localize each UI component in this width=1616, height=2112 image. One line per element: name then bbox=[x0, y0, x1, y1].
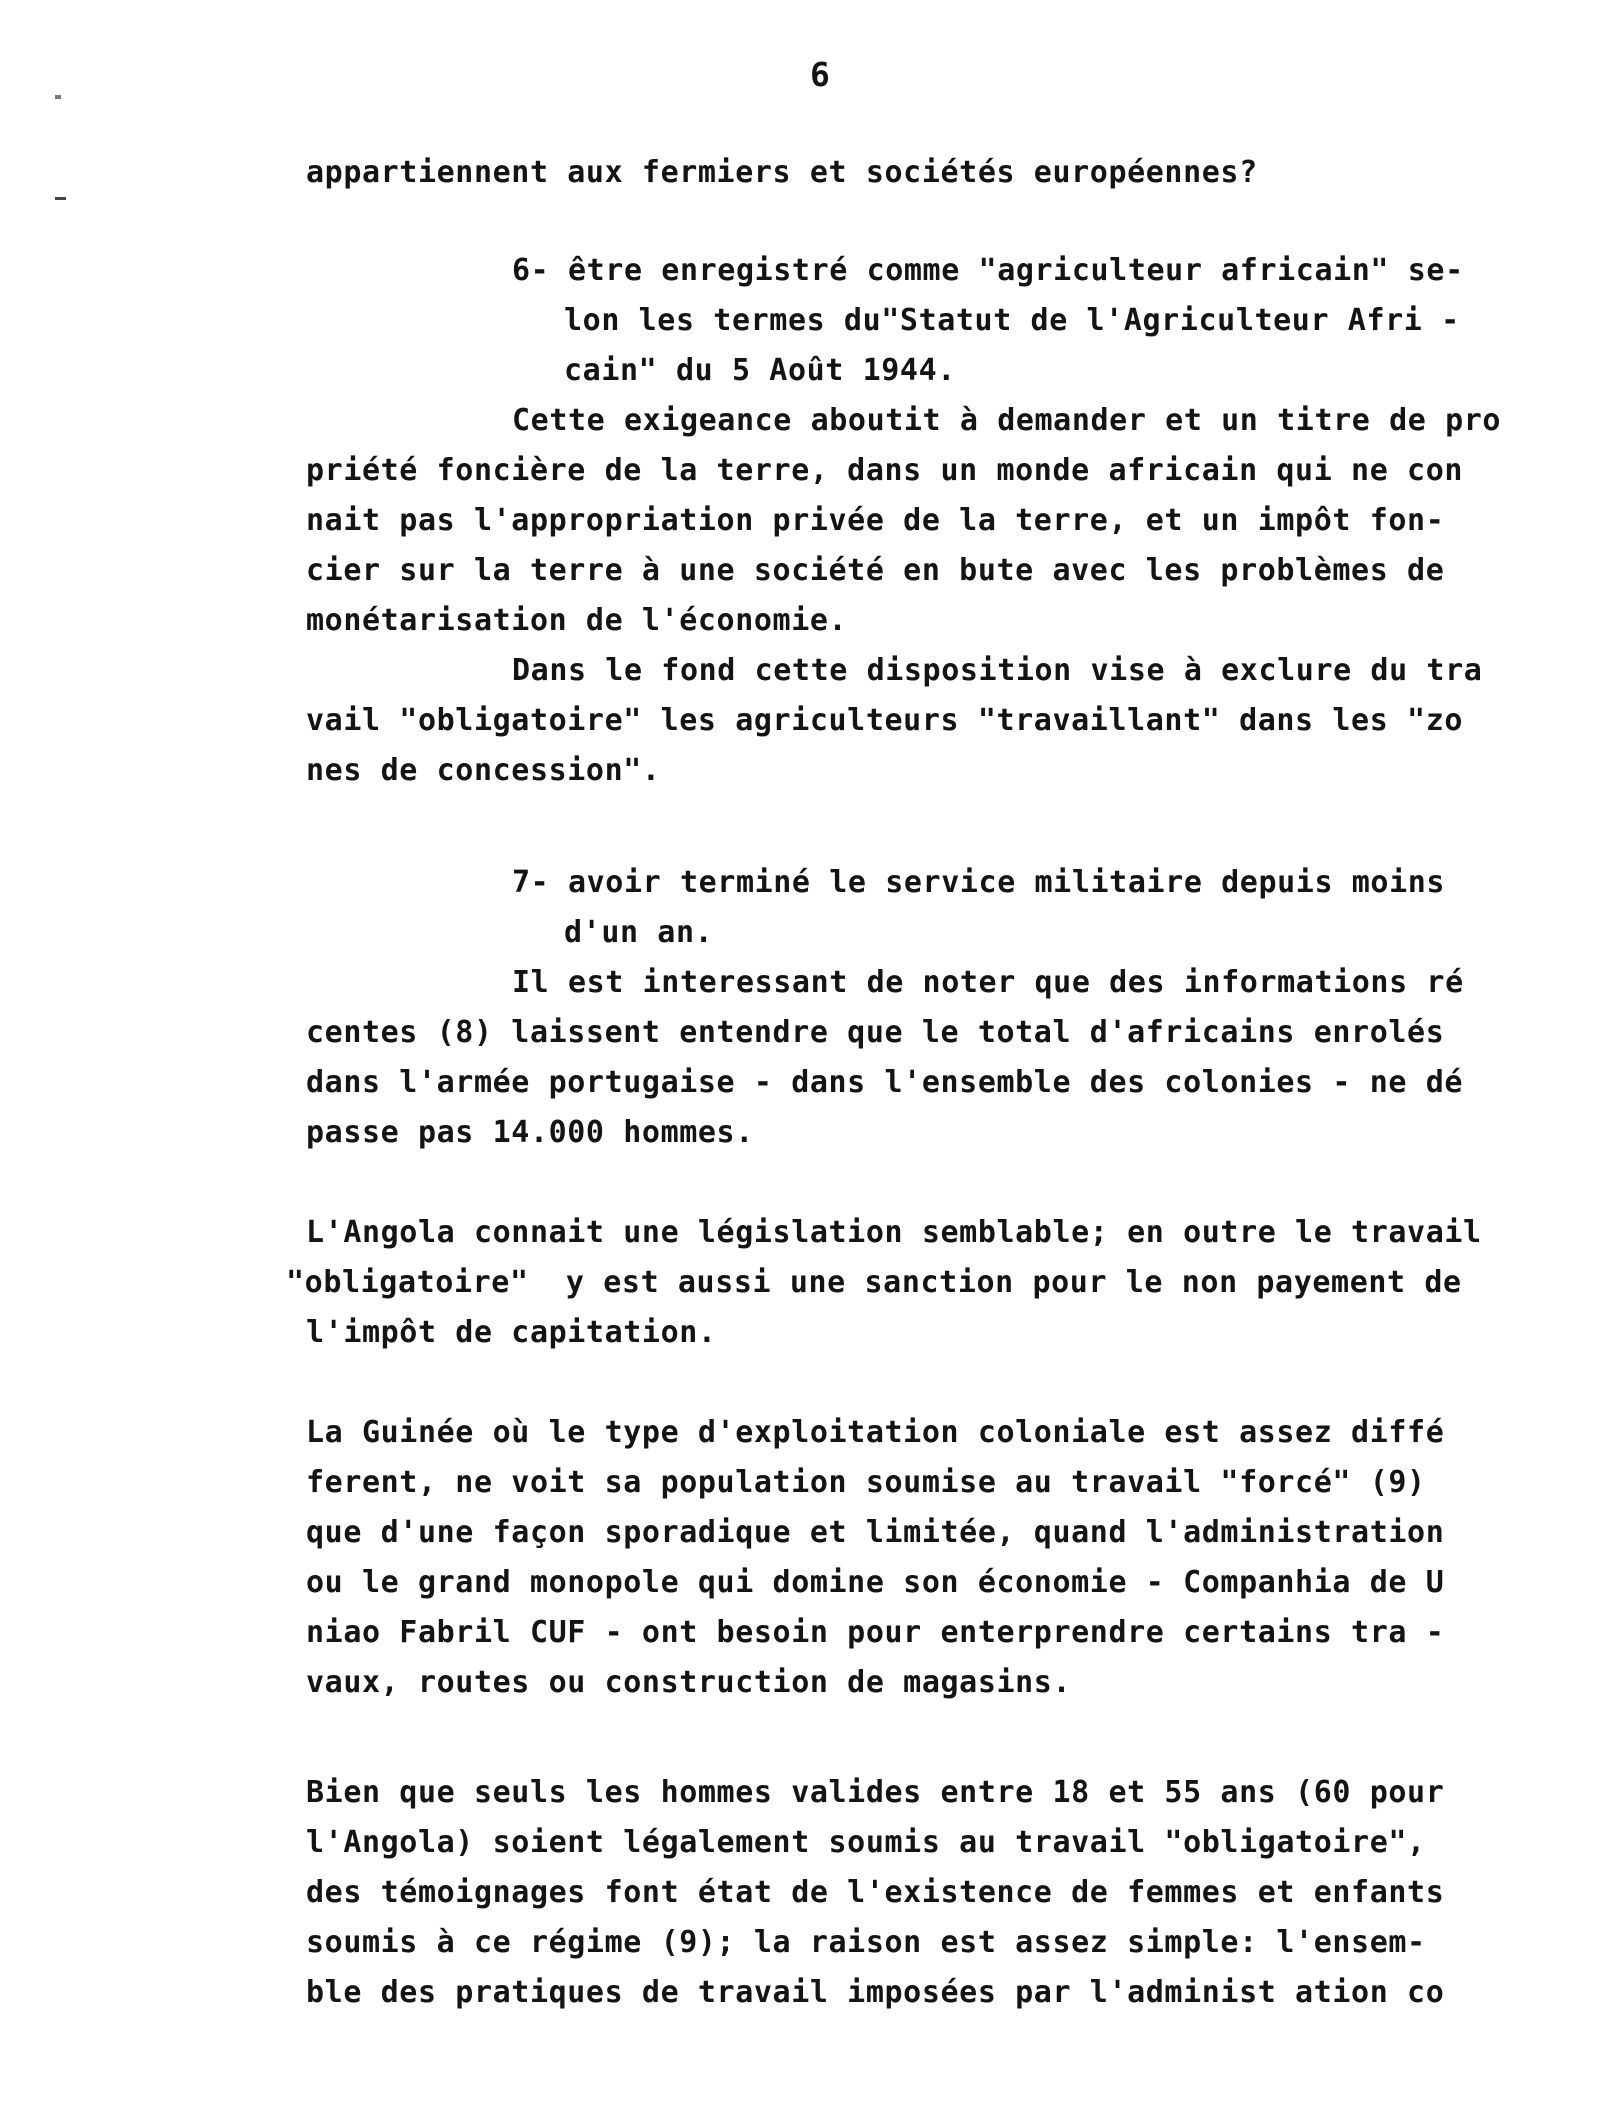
text-line: priété foncière de la terre, dans un monde africain qui ne con bbox=[306, 453, 1464, 488]
text-line: l'Angola) soient légalement soumis au travail "obligatoire", bbox=[306, 1825, 1426, 1860]
text-line: des témoignages font état de l'existence de femmes et enfants bbox=[306, 1875, 1445, 1910]
list-item-text-line: lon les termes du"Statut de l'Agriculteur Afri - bbox=[564, 303, 1460, 338]
text-line: passe pas 14.000 hommes. bbox=[306, 1115, 754, 1150]
paragraph-first-line: Bien que seuls les hommes valides entre 18 et 55 ans (60 pour bbox=[306, 1775, 1445, 1810]
paragraph-first-line: L'Angola connait une législation semblable; en outre le travail bbox=[306, 1215, 1482, 1250]
text-line: que d'une façon sporadique et limitée, quand l'administration bbox=[306, 1515, 1445, 1550]
list-item-text-line: 7- avoir terminé le service militaire depuis moins bbox=[512, 865, 1446, 900]
text-line: dans l'armée portugaise - dans l'ensemble des colonies - ne dé bbox=[306, 1065, 1464, 1100]
text-line: "obligatoire" y est aussi une sanction pour le non payement de bbox=[286, 1265, 1462, 1300]
text-line: nes de concession". bbox=[306, 753, 661, 788]
text-line: soumis à ce régime (9); la raison est assez simple: l'ensem- bbox=[306, 1925, 1426, 1960]
text-line: vaux, routes ou construction de magasins. bbox=[306, 1665, 1072, 1700]
paragraph-first-line: La Guinée où le type d'exploitation coloniale est assez diffé bbox=[306, 1415, 1445, 1450]
text-line: cier sur la terre à une société en bute avec les problèmes de bbox=[306, 553, 1445, 588]
text-line: monétarisation de l'économie. bbox=[306, 603, 848, 638]
paragraph-first-line: Dans le fond cette disposition vise à exclure du tra bbox=[512, 653, 1483, 688]
text-line: centes (8) laissent entendre que le total d'africains enrolés bbox=[306, 1015, 1445, 1050]
margin-mark bbox=[55, 197, 66, 200]
text-line: ble des pratiques de travail imposées par l'administ ation co bbox=[306, 1975, 1445, 2010]
text-line: vail "obligatoire" les agriculteurs "travaillant" dans les "zo bbox=[306, 703, 1464, 738]
text-line: ou le grand monopole qui domine son économie - Companhia de U bbox=[306, 1565, 1445, 1600]
text-line: niao Fabril CUF - ont besoin pour enterprendre certains tra - bbox=[306, 1615, 1445, 1650]
paragraph-first-line: Il est interessant de noter que des informations ré bbox=[512, 965, 1464, 1000]
list-item-text-line: d'un an. bbox=[564, 915, 714, 950]
margin-mark bbox=[55, 95, 61, 99]
text-line: l'impôt de capitation. bbox=[306, 1315, 717, 1350]
paragraph-first-line: Cette exigeance aboutit à demander et un titre de pro bbox=[512, 403, 1502, 438]
list-item-text-line: 6- être enregistré comme "agriculteur africain" se- bbox=[512, 253, 1464, 288]
page-number: 6 bbox=[810, 55, 830, 94]
list-item-text-line: cain" du 5 Août 1944. bbox=[564, 353, 956, 388]
text-line: appartiennent aux fermiers et sociétés européennes? bbox=[306, 155, 1258, 190]
text-line: nait pas l'appropriation privée de la terre, et un impôt fon- bbox=[306, 503, 1445, 538]
text-line: ferent, ne voit sa population soumise au travail "forcé" (9) bbox=[306, 1465, 1426, 1500]
